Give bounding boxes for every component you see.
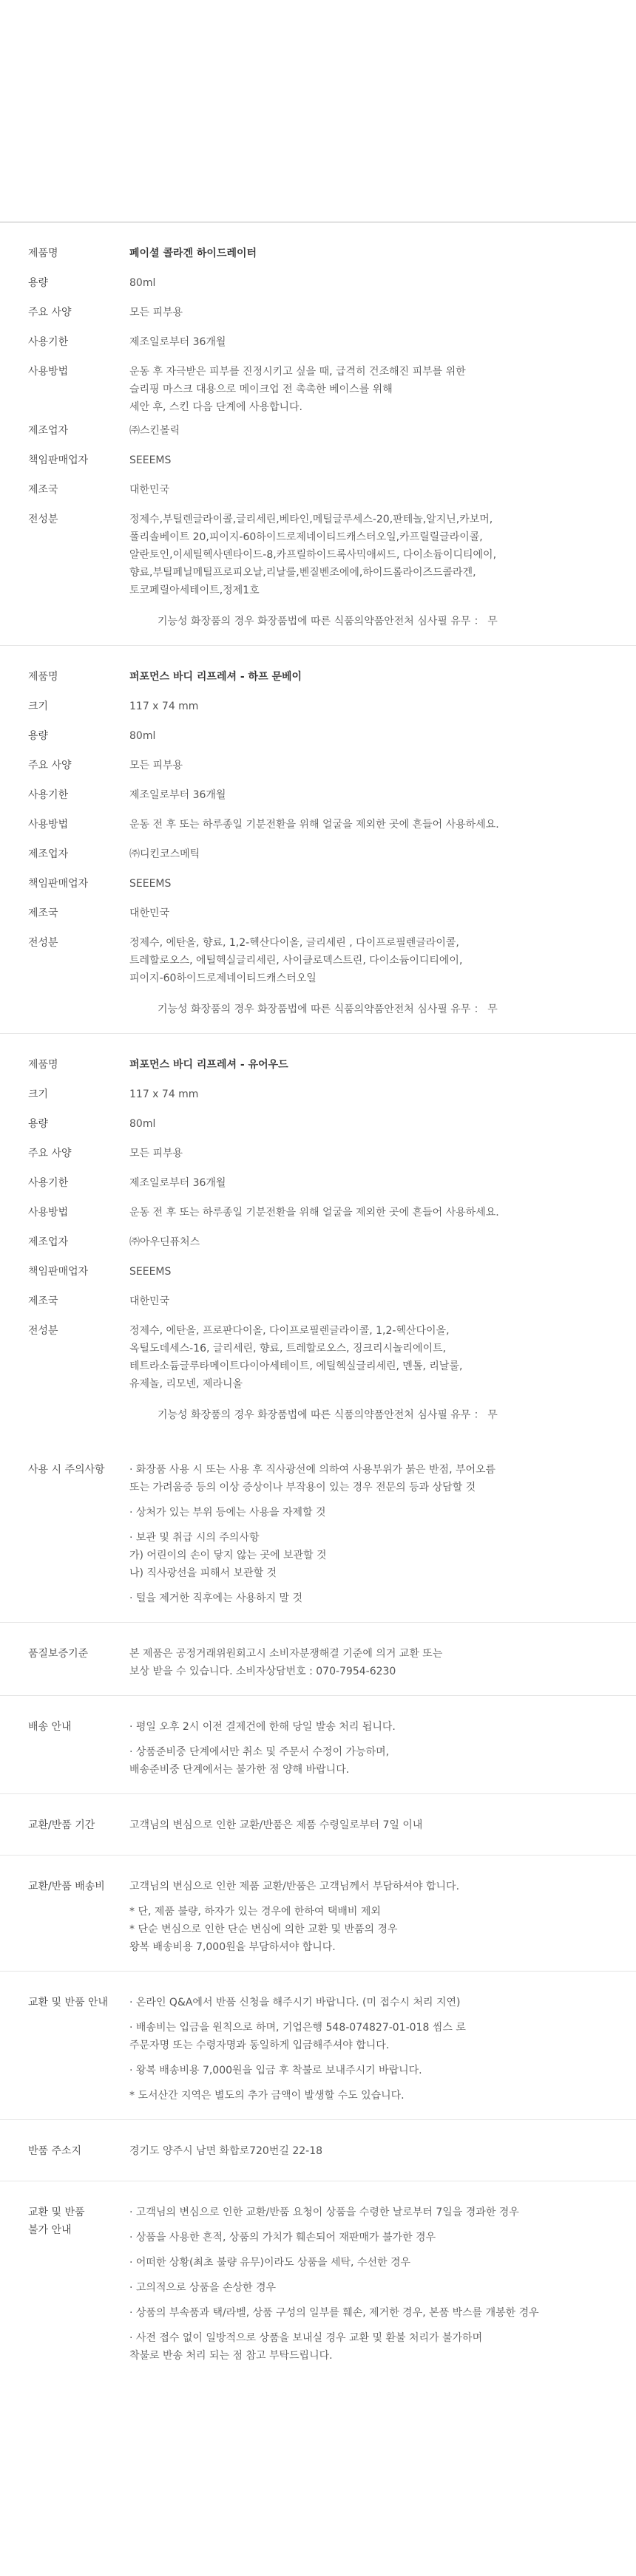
product-info-row [0, 1198, 636, 1227]
row-value: 운동 후 자극받은 피부를 진정시키고 싶을 때, 급격히 건조해진 피부를 위한 슬리핑 마스크 대용으로 메이크업 전 촉촉한 베이스를 위해 세안 후, 스킨 다음 단계에 사용합니다. [129, 366, 466, 413]
product-info-row [0, 1168, 636, 1198]
row-value: 80ml [129, 730, 156, 742]
row-label: 전성분 [28, 514, 58, 525]
row-label: 책임판매업자 [28, 878, 89, 890]
info-item: · 사전 접수 없이 일방적으로 상품을 보내실 경우 교환 및 환불 처리가 불가하며 착불로 반송 처리 되는 점 참고 부탁드립니다. [129, 2332, 483, 2362]
product-info-row [0, 239, 636, 268]
row-label: 제조국 [28, 1295, 58, 1307]
info-content [129, 1639, 636, 1680]
product-info-row [0, 416, 636, 446]
row-label: 크기 [28, 701, 49, 712]
row-label: 주요 사양 [28, 760, 72, 771]
info-label: 교환 및 반품 안내 [28, 1997, 109, 2008]
product-info-row [0, 1080, 636, 1109]
row-label: 제품명 [28, 248, 58, 259]
row-value: 제조일로부터 36개월 [129, 789, 226, 801]
info-item: * 도서산간 지역은 별도의 추가 금액이 발생할 수도 있습니다. [129, 2090, 405, 2102]
product-info-row [0, 1257, 636, 1287]
info-row [0, 1988, 636, 2105]
product-info-row [0, 662, 636, 692]
info-item: · 고의적으로 상품을 손상한 경우 [129, 2282, 277, 2294]
info-section [0, 1622, 636, 1695]
product-info-row [0, 780, 636, 810]
info-content [129, 1455, 636, 1607]
product-info-row [0, 298, 636, 327]
row-label: 제조업자 [28, 425, 69, 437]
row-label: 제품명 [28, 671, 58, 683]
functional-cosmetic-note: 기능성 화장품의 경우 화장품법에 따른 식품의약품안전처 심사필 유무 ： 무 [158, 1004, 498, 1015]
info-label: 배송 안내 [28, 1721, 72, 1733]
info-label: 반품 주소지 [28, 2145, 82, 2157]
row-label: 크기 [28, 1088, 49, 1100]
product-info-row [0, 721, 636, 751]
row-label: 용량 [28, 1118, 49, 1130]
row-value: ㈜아우딘퓨처스 [129, 1236, 200, 1248]
product-info-row [0, 1316, 636, 1393]
product-section [0, 645, 636, 1033]
row-value: 대한민국 [129, 484, 170, 496]
product-info-row [0, 869, 636, 899]
row-label: 제조업자 [28, 1236, 69, 1248]
product-info-row [0, 1050, 636, 1080]
info-item: 고객님의 변심으로 인한 제품 교환/반품은 고객님께서 부담하셔야 합니다. [129, 1881, 460, 1892]
product-name: 페이셜 콜라겐 하이드레이터 [129, 248, 257, 259]
product-info-row [0, 692, 636, 721]
info-section [0, 1855, 636, 1971]
row-value: 117 x 74 mm [129, 1088, 199, 1100]
row-label: 용량 [28, 730, 49, 742]
row-value: SEEEMS [129, 1266, 172, 1278]
info-content [129, 1988, 636, 2105]
row-label: 사용기한 [28, 1177, 69, 1189]
info-item: · 화장품 사용 시 또는 사용 후 직사광선에 의하여 사용부위가 붉은 반점, 부어오름 또는 가려움증 등의 이상 증상이나 부작용이 있는 경우 전문의 등과 상담할 것 [129, 1464, 496, 1493]
product-info-tables [0, 222, 636, 1439]
info-item: · 상품을 사용한 흔적, 상품의 가치가 훼손되어 재판매가 불가한 경우 [129, 2232, 436, 2243]
info-content [129, 1872, 636, 1956]
info-label: 품질보증기준 [28, 1648, 89, 1660]
top-blank-area [0, 0, 636, 222]
row-label: 사용방법 [28, 366, 69, 378]
product-info-row [0, 475, 636, 505]
info-item: · 배송비는 입금을 원칙으로 하며, 기업은행 548-074827-01-018 씸스 로 주문자명 또는 수령자명과 동일하게 입금해주셔야 합니다. [129, 2022, 466, 2051]
info-item: * 단, 제품 불량, 하자가 있는 경우에 한하여 택배비 제외 * 단순 변심으로 인한 단순 변심에 의한 교환 및 반품의 경우 왕복 배송비용 7,000원을 부담하셔야 합니다. [129, 1906, 398, 1953]
row-value: 80ml [129, 277, 156, 289]
row-value: 117 x 74 mm [129, 701, 199, 712]
info-content [129, 2136, 636, 2160]
info-item: 본 제품은 공정거래위원회고시 소비자분쟁해결 기준에 의거 교환 또는 보상 받을 수 있습니다. 소비자상담번호 : 070-7954-6230 [129, 1648, 443, 1677]
row-value: 운동 전 후 또는 하루종일 기분전환을 위해 얼굴을 제외한 곳에 흔들어 사용하세요. [129, 1207, 499, 1219]
shipping-return-info [0, 1439, 636, 2379]
row-value: 80ml [129, 1118, 156, 1130]
info-section [0, 1971, 636, 2119]
row-value: 모든 피부용 [129, 1148, 183, 1159]
info-section [0, 2119, 636, 2181]
product-section [0, 222, 636, 645]
row-value: 정제수,부틸렌글라이콜,글리세린,베타인,메틸글루세스-20,판테놀,알지닌,카보머, 폴리솔베이트 20,피이지-60하이드로제네이티드캐스터오일,카프릴릴글라이콜, 알란토인,이세틸헥사덴타이드-8,카프릴하이드록사믹애씨드, 다이소듐이디티에이, 향료,부틸페닐메틸프로피오날,리날룰,벤질벤조에에,하이드롤라이즈드콜라겐, 토코페릴아세테이트,정제1호 [129, 514, 497, 596]
row-label: 제조업자 [28, 848, 69, 860]
info-item: · 털을 제거한 직후에는 사용하지 말 것 [129, 1592, 303, 1604]
row-label: 사용기한 [28, 789, 69, 801]
product-section [0, 1033, 636, 1439]
info-label: 교환 및 반품 불가 안내 [28, 2207, 85, 2236]
row-label: 제조국 [28, 484, 58, 496]
info-item: · 보관 및 취급 시의 주의사항 가) 어린이의 손이 닿지 않는 곳에 보관할 것 나) 직사광선을 피해서 보관할 것 [129, 1532, 327, 1579]
row-label: 제조국 [28, 907, 58, 919]
info-label: 사용 시 주의사항 [28, 1464, 105, 1476]
info-item: · 왕복 배송비용 7,000원을 입금 후 착불로 보내주시기 바랍니다. [129, 2065, 422, 2076]
info-row [0, 2136, 636, 2166]
info-section [0, 1439, 636, 1622]
info-content [129, 2198, 636, 2365]
product-info-row [0, 1227, 636, 1257]
info-row [0, 1639, 636, 1680]
info-section [0, 1793, 636, 1855]
info-item: · 상처가 있는 부위 등에는 사용을 자제할 것 [129, 1507, 326, 1519]
row-value: 대한민국 [129, 907, 170, 919]
product-name: 퍼포먼스 바디 리프레셔 - 유어우드 [129, 1059, 288, 1071]
row-label: 사용방법 [28, 1207, 69, 1219]
info-item: · 상품준비중 단계에서만 취소 및 주문서 수정이 가능하며, 배송준비중 단계에서는 불가한 점 양해 바랍니다. [129, 1746, 390, 1776]
info-item: · 고객님의 변심으로 인한 교환/반품 요청이 상품을 수령한 날로부터 7일을 경과한 경우 [129, 2207, 519, 2218]
row-label: 책임판매업자 [28, 454, 89, 466]
product-name: 퍼포먼스 바디 리프레셔 - 하프 문베이 [129, 671, 302, 683]
info-content [129, 1810, 636, 1834]
info-item: · 온라인 Q&A에서 반품 신청을 해주시기 바랍니다. (미 접수시 처리 지연) [129, 1997, 461, 2008]
product-info-row [0, 268, 636, 298]
row-label: 주요 사양 [28, 1148, 72, 1159]
row-label: 사용방법 [28, 819, 69, 831]
product-info-row [0, 928, 636, 987]
row-value: 제조일로부터 36개월 [129, 336, 226, 348]
info-label: 교환/반품 배송비 [28, 1881, 105, 1892]
info-content [129, 1712, 636, 1779]
row-label: 주요 사양 [28, 307, 72, 318]
info-row [0, 1455, 636, 1607]
product-info-row [0, 327, 636, 357]
row-value: 운동 전 후 또는 하루종일 기분전환을 위해 얼굴을 제외한 곳에 흔들어 사용하세요. [129, 819, 499, 831]
info-row [0, 1810, 636, 1840]
info-label: 교환/반품 기간 [28, 1819, 95, 1831]
row-label: 책임판매업자 [28, 1266, 89, 1278]
row-label: 제품명 [28, 1059, 58, 1071]
row-value: 대한민국 [129, 1295, 170, 1307]
info-section [0, 1695, 636, 1793]
product-info-row [0, 1139, 636, 1168]
product-info-row [0, 357, 636, 416]
product-info-row [0, 1287, 636, 1316]
row-label: 전성분 [28, 1325, 58, 1337]
row-value: 정제수, 에탄올, 향료, 1,2-헥산다이올, 글리세린 , 다이프로필렌글라이콜, 트레할로오스, 에틸헥실글리세린, 사이클로덱스트린, 다이소듐이디티에이, 피이지-60하이드로제네이티드캐스터오일 [129, 937, 463, 984]
row-label: 사용기한 [28, 336, 69, 348]
row-value: SEEEMS [129, 878, 172, 890]
row-value: 모든 피부용 [129, 760, 183, 771]
row-value: 모든 피부용 [129, 307, 183, 318]
row-value: SEEEMS [129, 454, 172, 466]
row-value: 제조일로부터 36개월 [129, 1177, 226, 1189]
info-row [0, 1872, 636, 1956]
row-label: 용량 [28, 277, 49, 289]
info-section [0, 2181, 636, 2379]
functional-cosmetic-note: 기능성 화장품의 경우 화장품법에 따른 식품의약품안전처 심사필 유무 ： 무 [158, 616, 498, 627]
product-info-row [0, 810, 636, 839]
product-info-row [0, 751, 636, 780]
info-row [0, 1712, 636, 1779]
product-info-row [0, 899, 636, 928]
product-info-row [0, 839, 636, 869]
row-value: ㈜스킨볼릭 [129, 425, 180, 437]
functional-cosmetic-note: 기능성 화장품의 경우 화장품법에 따른 식품의약품안전처 심사필 유무 ： 무 [158, 1409, 498, 1421]
info-item: · 상품의 부속품과 택/라벨, 상품 구성의 일부를 훼손, 제거한 경우, 본품 박스를 개봉한 경우 [129, 2307, 539, 2319]
info-row [0, 2198, 636, 2365]
info-item: 고객님의 변심으로 인한 교환/반품은 제품 수령일로부터 7일 이내 [129, 1819, 423, 1831]
info-item: · 평일 오후 2시 이전 결제건에 한해 당일 발송 처리 됩니다. [129, 1721, 396, 1733]
row-value: ㈜디킨코스메틱 [129, 848, 200, 860]
product-info-row [0, 1109, 636, 1139]
row-value: 정제수, 에탄올, 프로판다이올, 다이프로필렌글라이콜, 1,2-헥산다이올, 옥틸도데세스-16, 글리세린, 향료, 트레할로오스, 징크리시놀리에이트, 테트라소듐글루타메이트다이아세테이트, 에틸헥실글리세린, 멘톨, 리날룰, 유제놀, 리모넨, 제라니올 [129, 1325, 463, 1390]
row-label: 전성분 [28, 937, 58, 949]
product-info-row [0, 446, 636, 475]
info-item: 경기도 양주시 남면 화합로720번길 22-18 [129, 2145, 323, 2157]
product-info-row [0, 505, 636, 599]
info-item: · 어떠한 상황(최초 불량 유무)이라도 상품을 세탁, 수선한 경우 [129, 2257, 411, 2269]
